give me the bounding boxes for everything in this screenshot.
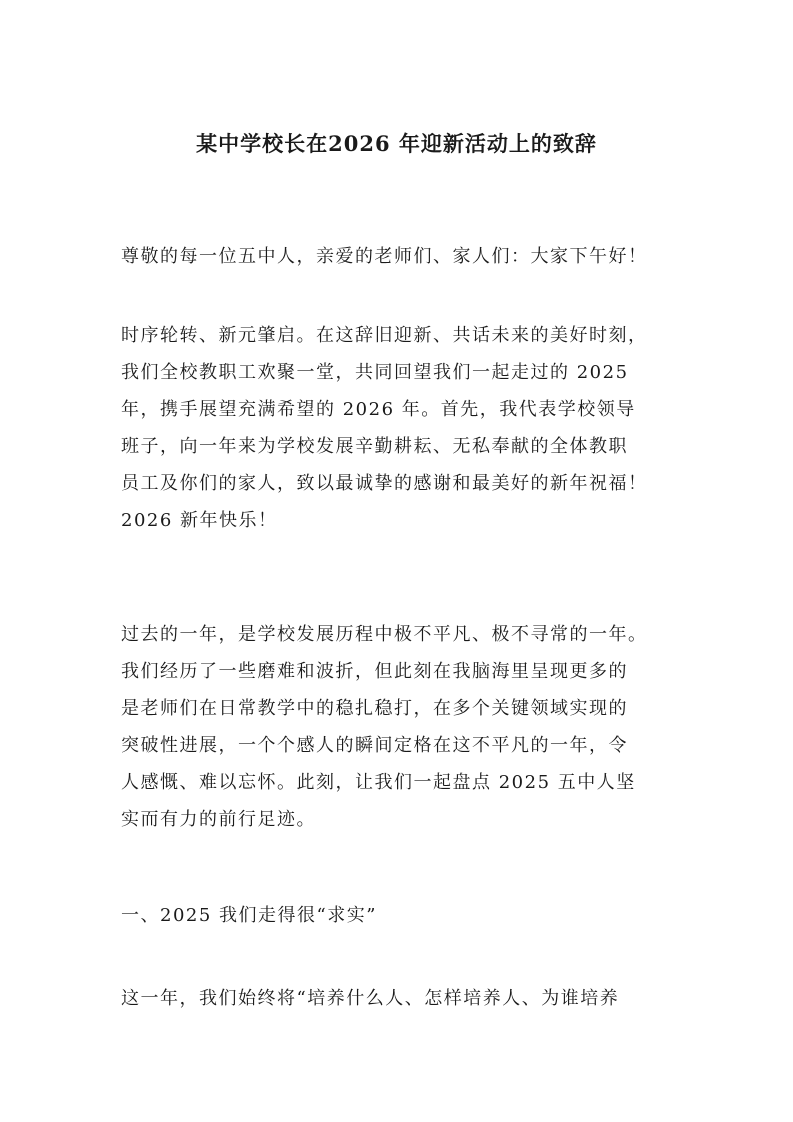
section-heading-text: 一、2025 我们走得很“求实” <box>121 905 377 926</box>
opening-paragraph <box>121 317 681 539</box>
paragraph-line: 突破性进展，一个个感人的瞬间定格在这不平凡的一年，令 <box>121 735 628 756</box>
paragraph-line: 2026 新年快乐！ <box>121 510 278 531</box>
paragraph-line: 班子，向一年来为学校发展辛勤耕耘、无私奉献的全体教职 <box>121 436 628 457</box>
paragraph-line: 年，携手展望充满希望的 2026 年。首先，我代表学校领导 <box>121 399 636 420</box>
greeting-paragraph <box>121 238 681 275</box>
review-paragraph <box>121 616 681 838</box>
paragraph-line: 这一年，我们始终将“培养什么人、怎样培养人、为谁培养 <box>121 988 620 1009</box>
greeting-line: 尊敬的每一位五中人，亲爱的老师们、家人们：大家下午好！ <box>121 246 648 267</box>
paragraph-line: 实而有力的前行足迹。 <box>121 809 316 830</box>
paragraph-line: 是老师们在日常教学中的稳扎稳打，在多个关键领域实现的 <box>121 698 628 719</box>
paragraph-line: 我们经历了一些磨难和波折，但此刻在我脑海里呈现更多的 <box>121 661 628 682</box>
paragraph-line: 时序轮转、新元肇启。在这辞旧迎新、共话未来的美好时刻， <box>121 325 648 346</box>
paragraph-line: 过去的一年，是学校发展历程中极不平凡、极不寻常的一年。 <box>121 624 648 645</box>
document-title: 某中学校长在2026 年迎新活动上的致辞 <box>196 131 597 156</box>
paragraph-line: 我们全校教职工欢聚一堂，共同回望我们一起走过的 2025 <box>121 362 629 383</box>
section-heading <box>121 897 681 934</box>
paragraph-line: 员工及你们的家人，致以最诚挚的感谢和最美好的新年祝福！ <box>121 473 648 494</box>
paragraph-line: 人感慨、难以忘怀。此刻，让我们一起盘点 2025 五中人坚 <box>121 772 636 793</box>
section-paragraph <box>121 980 681 1017</box>
